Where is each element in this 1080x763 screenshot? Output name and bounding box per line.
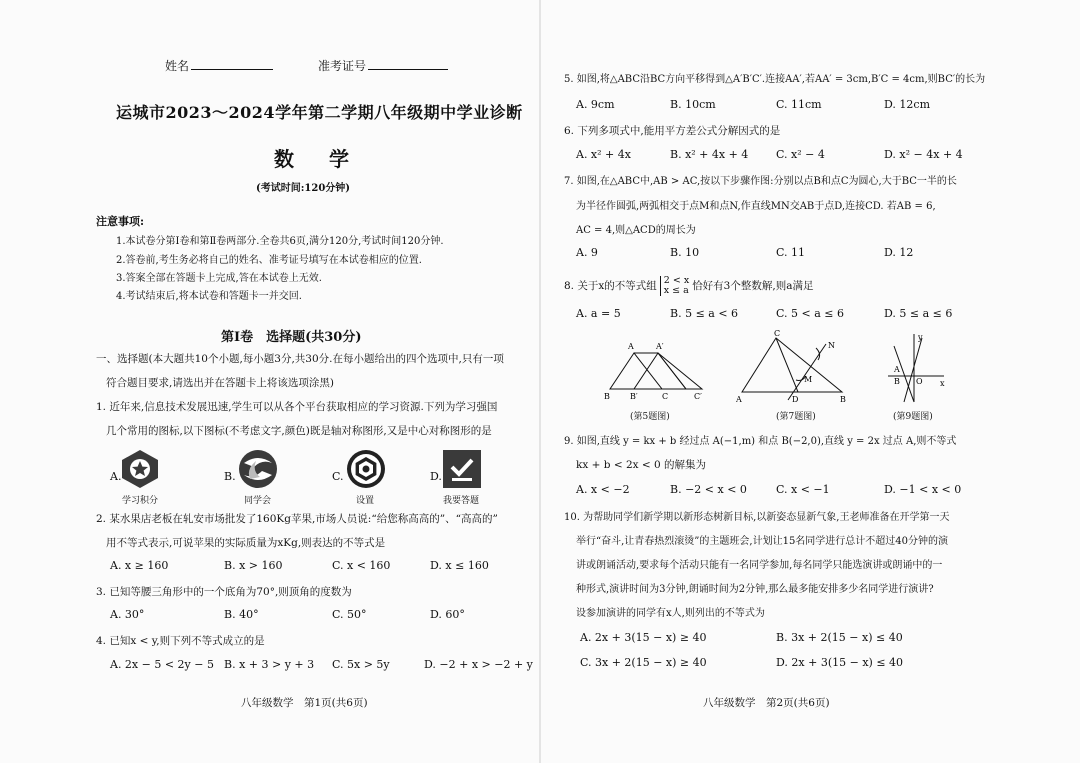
q4-option-d: D. −2 + x > −2 + y	[424, 658, 533, 671]
exam-title: 运城市2023～2024学年第二学期八年级期中学业诊断	[116, 103, 523, 122]
name-blank	[191, 58, 273, 70]
q10-option-a: A. 2x + 3(15 − x) ≥ 40	[580, 631, 707, 644]
q8-option-b: B. 5 ≤ a < 6	[670, 307, 739, 320]
q1-option-b-letter: B.	[224, 470, 236, 483]
q2-option-d: D. x ≤ 160	[430, 559, 489, 572]
figure-7	[736, 330, 852, 406]
q6-option-b: B. x² + 4x + 4	[670, 148, 749, 161]
q10-option-c: C. 3x + 2(15 − x) ≥ 40	[580, 656, 707, 669]
q1-option-d-caption: 我要答题	[443, 496, 480, 506]
q1-option-b-caption: 同学会	[244, 496, 272, 506]
fig9-label-x: x	[940, 379, 945, 388]
q8-option-c: C. 5 < a ≤ 6	[776, 307, 844, 320]
fig9-label-y: y	[918, 333, 923, 342]
fig7-label-b: B	[840, 395, 846, 404]
q4-option-a: A. 2x − 5 < 2y − 5	[110, 658, 214, 671]
q6-option-d: D. x² − 4x + 4	[884, 148, 963, 161]
q7-option-d: D. 12	[884, 246, 914, 259]
q2-stem: 2. 某水果店老板在轧安市场批发了160Kg苹果,市场人员说:“给您称高高的”、“高高的”	[96, 513, 498, 525]
notice-item: 4.考试结束后,将本试卷和答题卡一并交回.	[116, 291, 302, 302]
q3-stem: 3. 已知等腰三角形中的一个底角为70°,则顶角的度数为	[96, 586, 352, 598]
fig5-label-c: C	[662, 392, 669, 401]
fig7-label-a: A	[736, 395, 742, 404]
q4-stem: 4. 已知x < y,则下列不等式成立的是	[96, 635, 265, 647]
figure-5	[598, 335, 718, 405]
classmates-icon	[236, 449, 280, 489]
q2-option-b: B. x > 160	[224, 559, 283, 572]
q8-stem: 8. 关于x的不等式组 2 < x x ≤ a 恰好有3个整数解,则a满足	[564, 275, 814, 296]
q1-option-d-letter: D.	[430, 470, 442, 483]
q10-stem: 种形式,演讲时间为3分钟,朗诵时间为2分钟,那么最多能安排多少名同学进行演讲?	[576, 584, 934, 595]
q4-option-b: B. x + 3 > y + 3	[224, 658, 315, 671]
q1-stem: 几个常用的图标,以下图标(不考虑文字,颜色)既是轴对称图形,又是中心对称图形的是	[106, 425, 492, 437]
part-intro: 符合题目要求,请选出并在答题卡上将该选项涂黑)	[106, 377, 334, 389]
q8-option-d: D. 5 ≤ a ≤ 6	[884, 307, 953, 320]
fig5-label-b: B	[604, 392, 610, 401]
notice-item: 2.答卷前,考生务必将自己的姓名、准考证号填写在本试卷相应的位置.	[116, 255, 422, 266]
notice-item: 1.本试卷分第Ⅰ卷和第Ⅱ卷两部分.全卷共6页,满分120分,考试时间120分钟.	[116, 236, 444, 247]
fig9-label-o: O	[916, 377, 923, 386]
q5-option-c: C. 11cm	[776, 98, 822, 111]
figure-5-caption: (第5题图)	[630, 412, 670, 422]
q6-option-c: C. x² − 4	[776, 148, 825, 161]
fig5-label-a: A	[628, 342, 634, 351]
subject-title: 数 学	[274, 147, 363, 171]
q2-option-c: C. x < 160	[332, 559, 391, 572]
q5-option-b: B. 10cm	[670, 98, 716, 111]
right-page	[540, 0, 1080, 763]
q9-option-a: A. x < −2	[576, 483, 630, 496]
exam-number-blank	[368, 58, 448, 70]
q4-option-c: C. 5x > 5y	[332, 658, 390, 671]
notice-heading: 注意事项:	[96, 215, 145, 228]
q10-stem: 设参加演讲的同学有x人,则列出的不等式为	[576, 608, 765, 619]
q7-option-a: A. 9	[576, 246, 598, 259]
study-points-icon	[118, 449, 162, 489]
q1-option-c-caption: 设置	[356, 496, 375, 506]
q5-option-a: A. 9cm	[576, 98, 615, 111]
q9-stem: kx + b < 2x < 0 的解集为	[576, 459, 707, 471]
fig5-label-a-prime: A′	[656, 342, 664, 351]
q1-option-a-letter: A.	[110, 470, 122, 483]
name-field: 姓名	[165, 57, 273, 74]
figure-9	[884, 332, 950, 406]
q2-stem: 用不等式表示,可说苹果的实际质量为xKg,则表达的不等式是	[106, 537, 386, 549]
q7-option-c: C. 11	[776, 246, 806, 259]
q9-option-b: B. −2 < x < 0	[670, 483, 747, 496]
fig9-label-b: B	[894, 377, 900, 386]
fig9-label-a: A	[894, 365, 900, 374]
q7-stem: 7. 如图,在△ABC中,AB > AC,按以下步骤作图:分别以点B和点C为圆心,大于BC一半的长	[564, 176, 957, 187]
q6-option-a: A. x² + 4x	[576, 148, 631, 161]
fig5-label-c-prime: C′	[694, 392, 702, 401]
q1-stem: 1. 近年来,信息技术发展迅速,学生可以从各个平台获取相应的学习资源.下列为学习强国	[96, 401, 498, 413]
fig7-label-d: D	[792, 395, 799, 404]
q7-option-b: B. 10	[670, 246, 700, 259]
q10-option-b: B. 3x + 2(15 − x) ≤ 40	[776, 631, 903, 644]
q3-option-a: A. 30°	[110, 608, 145, 621]
fig7-label-c: C	[774, 330, 781, 338]
q10-stem: 讲或朗诵活动,要求每个活动只能有一名同学参加,每名同学只能选演讲或朗诵中的一	[576, 560, 943, 571]
figure-7-caption: (第7题图)	[776, 412, 816, 422]
q3-option-b: B. 40°	[224, 608, 259, 621]
q9-stem: 9. 如图,直线 y = kx + b 经过点 A(−1,m) 和点 B(−2,0),直线 y = 2x 过点 A,则不等式	[564, 436, 957, 447]
right-page-footer: 八年级数学 第2页(共6页)	[703, 697, 830, 709]
part-intro: 一、选择题(本大题共10个小题,每小题3分,共30分.在每小题给出的四个选项中,只有一项	[96, 353, 504, 365]
q7-stem: AC = 4,则△ACD的周长为	[576, 225, 696, 236]
exam-number-field: 准考证号	[318, 57, 448, 74]
figure-9-caption: (第9题图)	[893, 412, 933, 422]
fig7-label-n: N	[828, 341, 835, 350]
q10-stem: 举行“奋斗,让青春热烈滚烫”的主题班会,计划让15名同学进行总计不超过40分钟的演	[576, 536, 949, 547]
q6-stem: 6. 下列多项式中,能用平方差公式分解因式的是	[564, 125, 781, 137]
q5-stem: 5. 如图,将△ABC沿BC方向平移得到△A′B′C′.连接AA′,若AA′ = 3cm,B′C = 4cm,则BC′的长为	[564, 74, 986, 85]
fig7-label-m: M	[804, 375, 813, 384]
q8-system: 2 < x x ≤ a	[660, 276, 689, 296]
settings-icon	[344, 449, 388, 489]
q1-option-a-caption: 学习积分	[122, 496, 159, 506]
q9-option-d: D. −1 < x < 0	[884, 483, 962, 496]
q2-option-a: A. x ≥ 160	[110, 559, 169, 572]
q9-option-c: C. x < −1	[776, 483, 830, 496]
q10-option-d: D. 2x + 3(15 − x) ≤ 40	[776, 656, 904, 669]
q8-option-a: A. a = 5	[576, 307, 621, 320]
q10-stem: 10. 为帮助同学们新学期以新形态树新目标,以新姿态显新气象,王老师准备在开学第一天	[564, 512, 950, 523]
q5-option-d: D. 12cm	[884, 98, 931, 111]
answer-question-icon	[440, 449, 484, 489]
q3-option-c: C. 50°	[332, 608, 367, 621]
section-title: 第Ⅰ卷 选择题(共30分)	[221, 330, 362, 345]
q3-option-d: D. 60°	[430, 608, 465, 621]
notice-item: 3.答案全部在答题卡上完成,答在本试卷上无效.	[116, 273, 322, 284]
fig5-label-b-prime: B′	[630, 392, 638, 401]
q7-stem: 为半径作圆弧,两弧相交于点M和点N,作直线MN交AB于点D,连接CD. 若AB = 6,	[576, 201, 936, 212]
exam-time: (考试时间:120分钟)	[256, 183, 351, 194]
left-page-footer: 八年级数学 第1页(共6页)	[241, 697, 368, 709]
q1-option-c-letter: C.	[332, 470, 344, 483]
